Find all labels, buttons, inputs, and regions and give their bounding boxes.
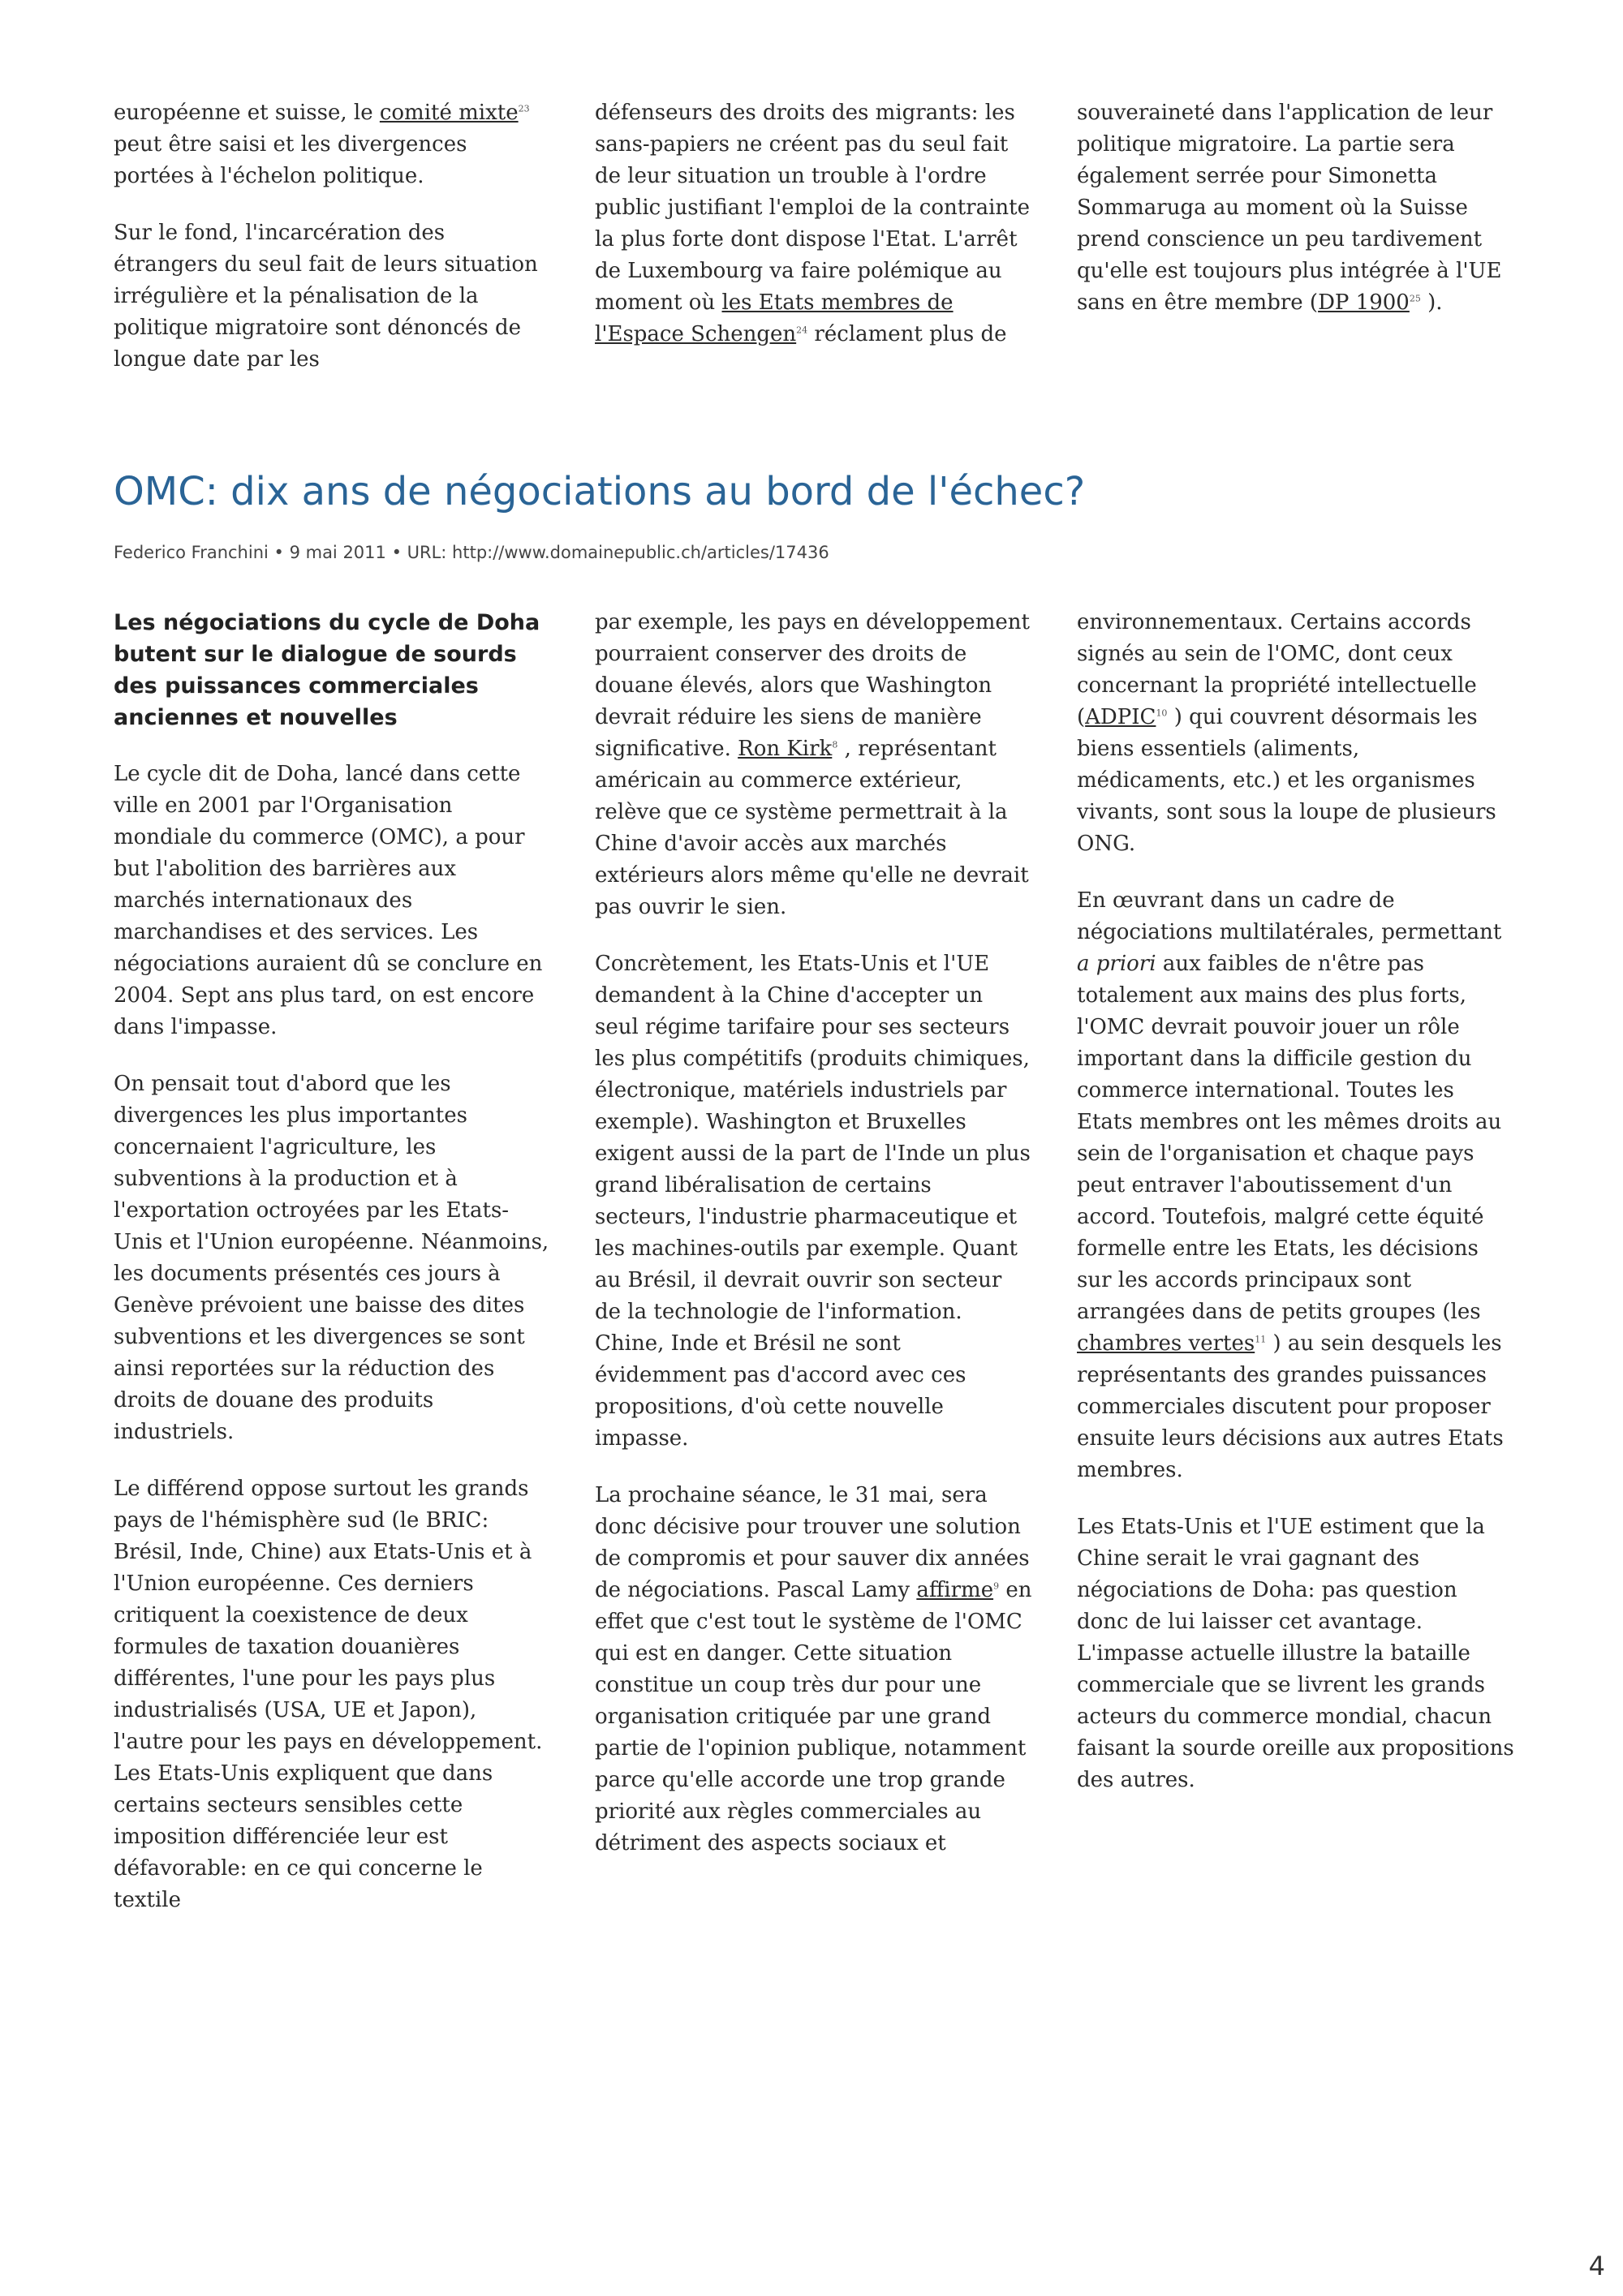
paragraph: souveraineté dans l'application de leur politique migratoire. La partie sera également serrée pour Simonetta Sommaruga au moment où la Suisse prend conscience un peu tardivement qu'elle est toujours plus intégrée à l'UE sans en être membre (DP 1900$^{25}$ ). bbox=[1077, 101, 1502, 315]
footnote-ref: 8 bbox=[832, 739, 838, 750]
footnote-ref: 24 bbox=[796, 325, 808, 336]
article-byline: Federico Franchini • 9 mai 2011 • URL: http://www.domainepublic.ch/articles/17436 bbox=[114, 543, 829, 562]
footnote-ref: 10 bbox=[1156, 707, 1168, 719]
prev-article-col-2 bbox=[595, 97, 1033, 376]
chambres-vertes-link[interactable]: chambres vertes bbox=[1077, 1331, 1255, 1356]
paragraph: européenne et suisse, le comité mixte$^{23}$ peut être saisi et les divergences portées à l'échelon politique. bbox=[114, 101, 530, 188]
paragraph: Sur le fond, l'incarcération des étrangers du seul fait de leurs situation irrégulière et la pénalisation de la politique migratoire sont dénoncés de longue date par les bbox=[114, 221, 538, 372]
footnote-ref: 9 bbox=[993, 1580, 1000, 1592]
footnote-ref: 23 bbox=[518, 103, 530, 114]
paragraph: La prochaine séance, le 31 mai, sera donc décisive pour trouver une solution de compromis et pour sauver dix années de négociations. Pascal Lamy affirme$^9$ en effet que c'est tout le système de l'OMC qui est en danger. Cette situation constitue un coup très dur pour une organisation critiquée par une grand partie de l'opinion publique, notamment parce qu'elle accorde une trop grande priorité aux règles commerciales au détriment des aspects sociaux et bbox=[595, 1483, 1032, 1855]
paragraph: On pensait tout d'abord que les divergences les plus importantes concernaient l'agriculture, les subventions à la production et à l'exportation octroyées par les Etats-Unis et l'Union européenne. Néanmoins, les documents présentés ces jours à Genève prévoient une baisse des dites subventions et les divergences se sont ainsi reportées sur la réduction des droits de douane des produits industriels. bbox=[114, 1072, 549, 1444]
article-col-3 bbox=[1077, 607, 1515, 1821]
ron-kirk-link[interactable]: Ron Kirk bbox=[738, 737, 833, 761]
prev-article-col-1 bbox=[114, 97, 552, 401]
article-title: OMC: dix ans de négociations au bord de l'échec? bbox=[114, 469, 1086, 514]
prev-article-col-3 bbox=[1077, 97, 1515, 344]
paragraph: Les Etats-Unis et l'UE estiment que la Chine serait le vrai gagnant des négociations de Doha: pas question donc de lui laisser cet avantage. L'impasse actuelle illustre la bataille commerciale que se livrent les grands acteurs du commerce mondial, chacun faisant la sourde oreille aux propositions des autres. bbox=[1077, 1515, 1514, 1792]
affirme-link[interactable]: affirme bbox=[916, 1578, 994, 1602]
footnote-ref: 11 bbox=[1255, 1334, 1267, 1345]
paragraph: défenseurs des droits des migrants: les sans-papiers ne créent pas du seul fait de leur situation un trouble à l'ordre public justifiant l'emploi de la contrainte la plus forte dont dispose l'Etat. L'arrêt de Luxembourg va faire polémique au moment où les Etats membres de l'Espace Schengen$^{24}$ réclament plus de bbox=[595, 101, 1031, 346]
paragraph: par exemple, les pays en développement pourraient conserver des droits de douane élevés, alors que Washington devrait réduire les siens de manière significative. Ron Kirk$^8$ , représentant américain au commerce extérieur, relève que ce système permettrait à la Chine d'avoir accès aux marchés extérieurs alors même qu'elle ne devrait pas ouvrir le sien. bbox=[595, 610, 1030, 919]
dp-1900-link[interactable]: DP 1900 bbox=[1318, 290, 1410, 315]
comite-mixte-link[interactable]: comité mixte bbox=[379, 101, 519, 125]
article-lead: Les négociations du cycle de Doha butent sur le dialogue de sourds des puissances commerciales anciennes et nouvelles bbox=[114, 610, 540, 730]
article-col-1 bbox=[114, 607, 552, 1941]
adpic-link[interactable]: ADPIC bbox=[1085, 705, 1156, 729]
page-number: 4 bbox=[1588, 2251, 1605, 2281]
paragraph: Concrètement, les Etats-Unis et l'UE demandent à la Chine d'accepter un seul régime tarifaire pour ses secteurs les plus compétitifs (produits chimiques, électronique, matériels industriels par exemple). Washington et Bruxelles exigent aussi de la part de l'Inde un plus grand libéralisation de certains secteurs, l'industrie pharmaceutique et les machines-outils par exemple. Quant au Brésil, il devrait ouvrir son secteur de la technologie de l'information. Chine, Inde et Brésil ne sont évidemment pas d'accord avec ces propositions, d'où cette nouvelle impasse. bbox=[595, 952, 1031, 1451]
paragraph: En œuvrant dans un cadre de négociations multilatérales, permettant a priori aux faibles de n'être pas totalement aux mains des plus forts, l'OMC devrait pouvoir jouer un rôle important dans la difficile gestion du commerce international. Toutes les Etats membres ont les mêmes droits au sein de l'organisation et chaque pays peut entraver l'aboutissement d'un accord. Toutefois, malgré cette équité formelle entre les Etats, les décisions sur les accords principaux sont arrangées dans de petits groupes (les chambres vertes$^{11}$ ) au sein desquels les représentants des grandes puissances commerciales discutent pour proposer ensuite leurs décisions aux autres Etats membres. bbox=[1077, 888, 1504, 1482]
schengen-link[interactable]: les Etats membres de l'Espace Schengen bbox=[595, 290, 954, 346]
paragraph: Le cycle dit de Doha, lancé dans cette ville en 2001 par l'Organisation mondiale du commerce (OMC), a pour but l'abolition des barrières aux marchés internationaux des marchandises et des services. Les négociations auraient dû se conclure en 2004. Sept ans plus tard, on est encore dans l'impasse. bbox=[114, 762, 543, 1039]
article-col-2 bbox=[595, 607, 1033, 1885]
paragraph: environnementaux. Certains accords signés au sein de l'OMC, dont ceux concernant la propriété intellectuelle (ADPIC$^{10}$ ) qui couvrent désormais les biens essentiels (aliments, médicaments, etc.) et les organismes vivants, sont sous la loupe de plusieurs ONG. bbox=[1077, 610, 1496, 856]
footnote-ref: 25 bbox=[1409, 293, 1421, 304]
paragraph: Le différend oppose surtout les grands pays de l'hémisphère sud (le BRIC: Brésil, Inde, Chine) aux Etats-Unis et à l'Union européenne. Ces derniers critiquent la coexistence de deux formules de taxation douanières différentes, l'une pour les pays plus industrialisés (USA, UE et Japon), l'autre pour les pays en développement. Les Etats-Unis expliquent que dans certains secteurs sensibles cette imposition différenciée leur est défavorable: en ce qui concerne le textile bbox=[114, 1477, 543, 1912]
